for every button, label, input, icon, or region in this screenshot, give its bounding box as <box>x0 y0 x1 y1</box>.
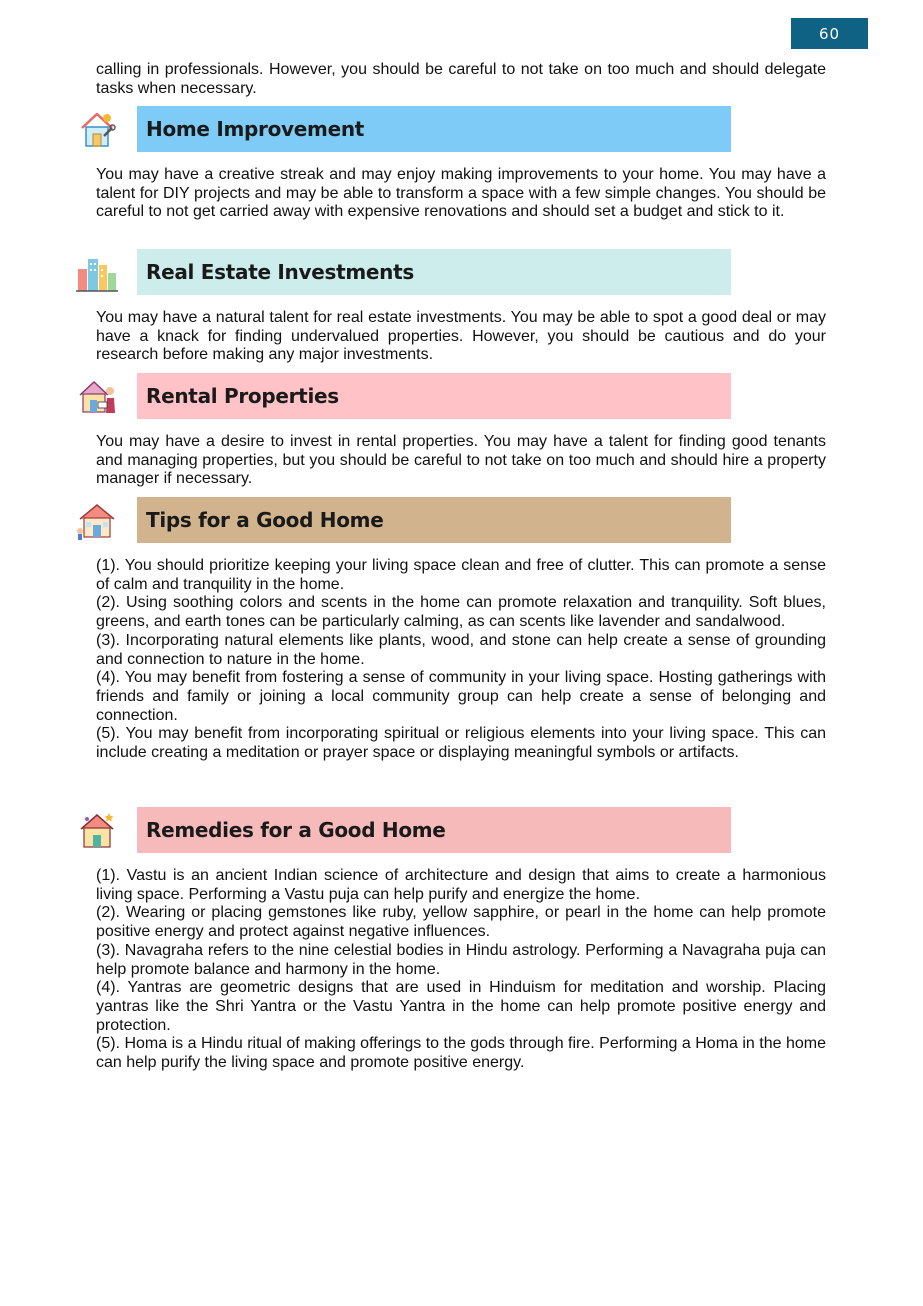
section-body <box>96 309 826 365</box>
section-body <box>96 166 826 222</box>
section-body <box>96 557 826 763</box>
city-buildings-icon <box>74 249 120 295</box>
section-band <box>137 807 731 853</box>
section-band <box>137 106 731 152</box>
section-title: Rental Properties <box>146 384 339 408</box>
section-band <box>137 497 731 543</box>
house-repair-icon <box>74 106 120 152</box>
section-body <box>96 867 826 1073</box>
body-paragraph: (3). Incorporating natural elements like plants, wood, and stone can help create a sense of grounding and connection to nature in the home. <box>96 631 826 668</box>
body-paragraph: You may have a creative streak and may enjoy making improvements to your home. You may have a talent for DIY projects and may be able to transform a space with a few simple changes. You should be careful to not get carried away with expensive renovations and should set a budget and stick to it. <box>96 166 826 221</box>
body-paragraph: (4). Yantras are geometric designs that are used in Hinduism for meditation and worship. Placing yantras like the Shri Yantra or the Vastu Yantra in the home can help promote positive energy and protection. <box>96 979 826 1034</box>
body-paragraph: (1). Vastu is an ancient Indian science of architecture and design that aims to create a harmonious living space. Performing a Vastu puja can help purify and energize the home. <box>96 867 826 903</box>
body-paragraph: (3). Navagraha refers to the nine celestial bodies in Hindu astrology. Performing a Navagraha puja can help promote balance and harmony in the home. <box>96 941 826 978</box>
section-band <box>137 249 731 295</box>
section-title: Tips for a Good Home <box>146 508 384 532</box>
page-number: 60 <box>791 18 868 49</box>
home-remedies-icon <box>74 807 120 853</box>
body-paragraph: (4). You may benefit from fostering a sense of community in your living space. Hosting gatherings with friends and family or joining a local community group can help create a sense of belonging and connection. <box>96 669 826 724</box>
section-title: Home Improvement <box>146 117 365 141</box>
intro-paragraph: calling in professionals. However, you should be careful to not take on too much and should delegate tasks when necessary. <box>96 61 826 97</box>
section-band <box>137 373 731 419</box>
body-paragraph: You may have a natural talent for real estate investments. You may be able to spot a good deal or may have a knack for finding undervalued properties. However, you should be cautious and do your research before making any major investments. <box>96 309 826 364</box>
section-title: Remedies for a Good Home <box>146 818 446 842</box>
body-paragraph: (5). You may benefit from incorporating spiritual or religious elements into your living space. This can include creating a meditation or prayer space or displaying meaningful symbols or artifacts. <box>96 725 826 762</box>
body-paragraph: (2). Wearing or placing gemstones like ruby, yellow sapphire, or pearl in the home can help promote positive energy and protect against negative influences. <box>96 904 826 941</box>
body-paragraph: (2). Using soothing colors and scents in the home can promote relaxation and tranquility. Soft blues, greens, and earth tones can be particularly calming, as can scents like lavender and sandalwood. <box>96 594 826 631</box>
section-body <box>96 433 826 489</box>
section-title: Real Estate Investments <box>146 260 414 284</box>
home-tips-icon <box>74 497 120 543</box>
house-for-rent-icon <box>74 373 120 419</box>
body-paragraph: You may have a desire to invest in rental properties. You may have a talent for finding good tenants and managing properties, but you should be careful to not take on too much and should hire a property manager if necessary. <box>96 433 826 488</box>
body-paragraph: (1). You should prioritize keeping your living space clean and free of clutter. This can promote a sense of calm and tranquility in the home. <box>96 557 826 593</box>
body-paragraph: (5). Homa is a Hindu ritual of making offerings to the gods through fire. Performing a Homa in the home can help purify the living space and promote positive energy. <box>96 1035 826 1072</box>
